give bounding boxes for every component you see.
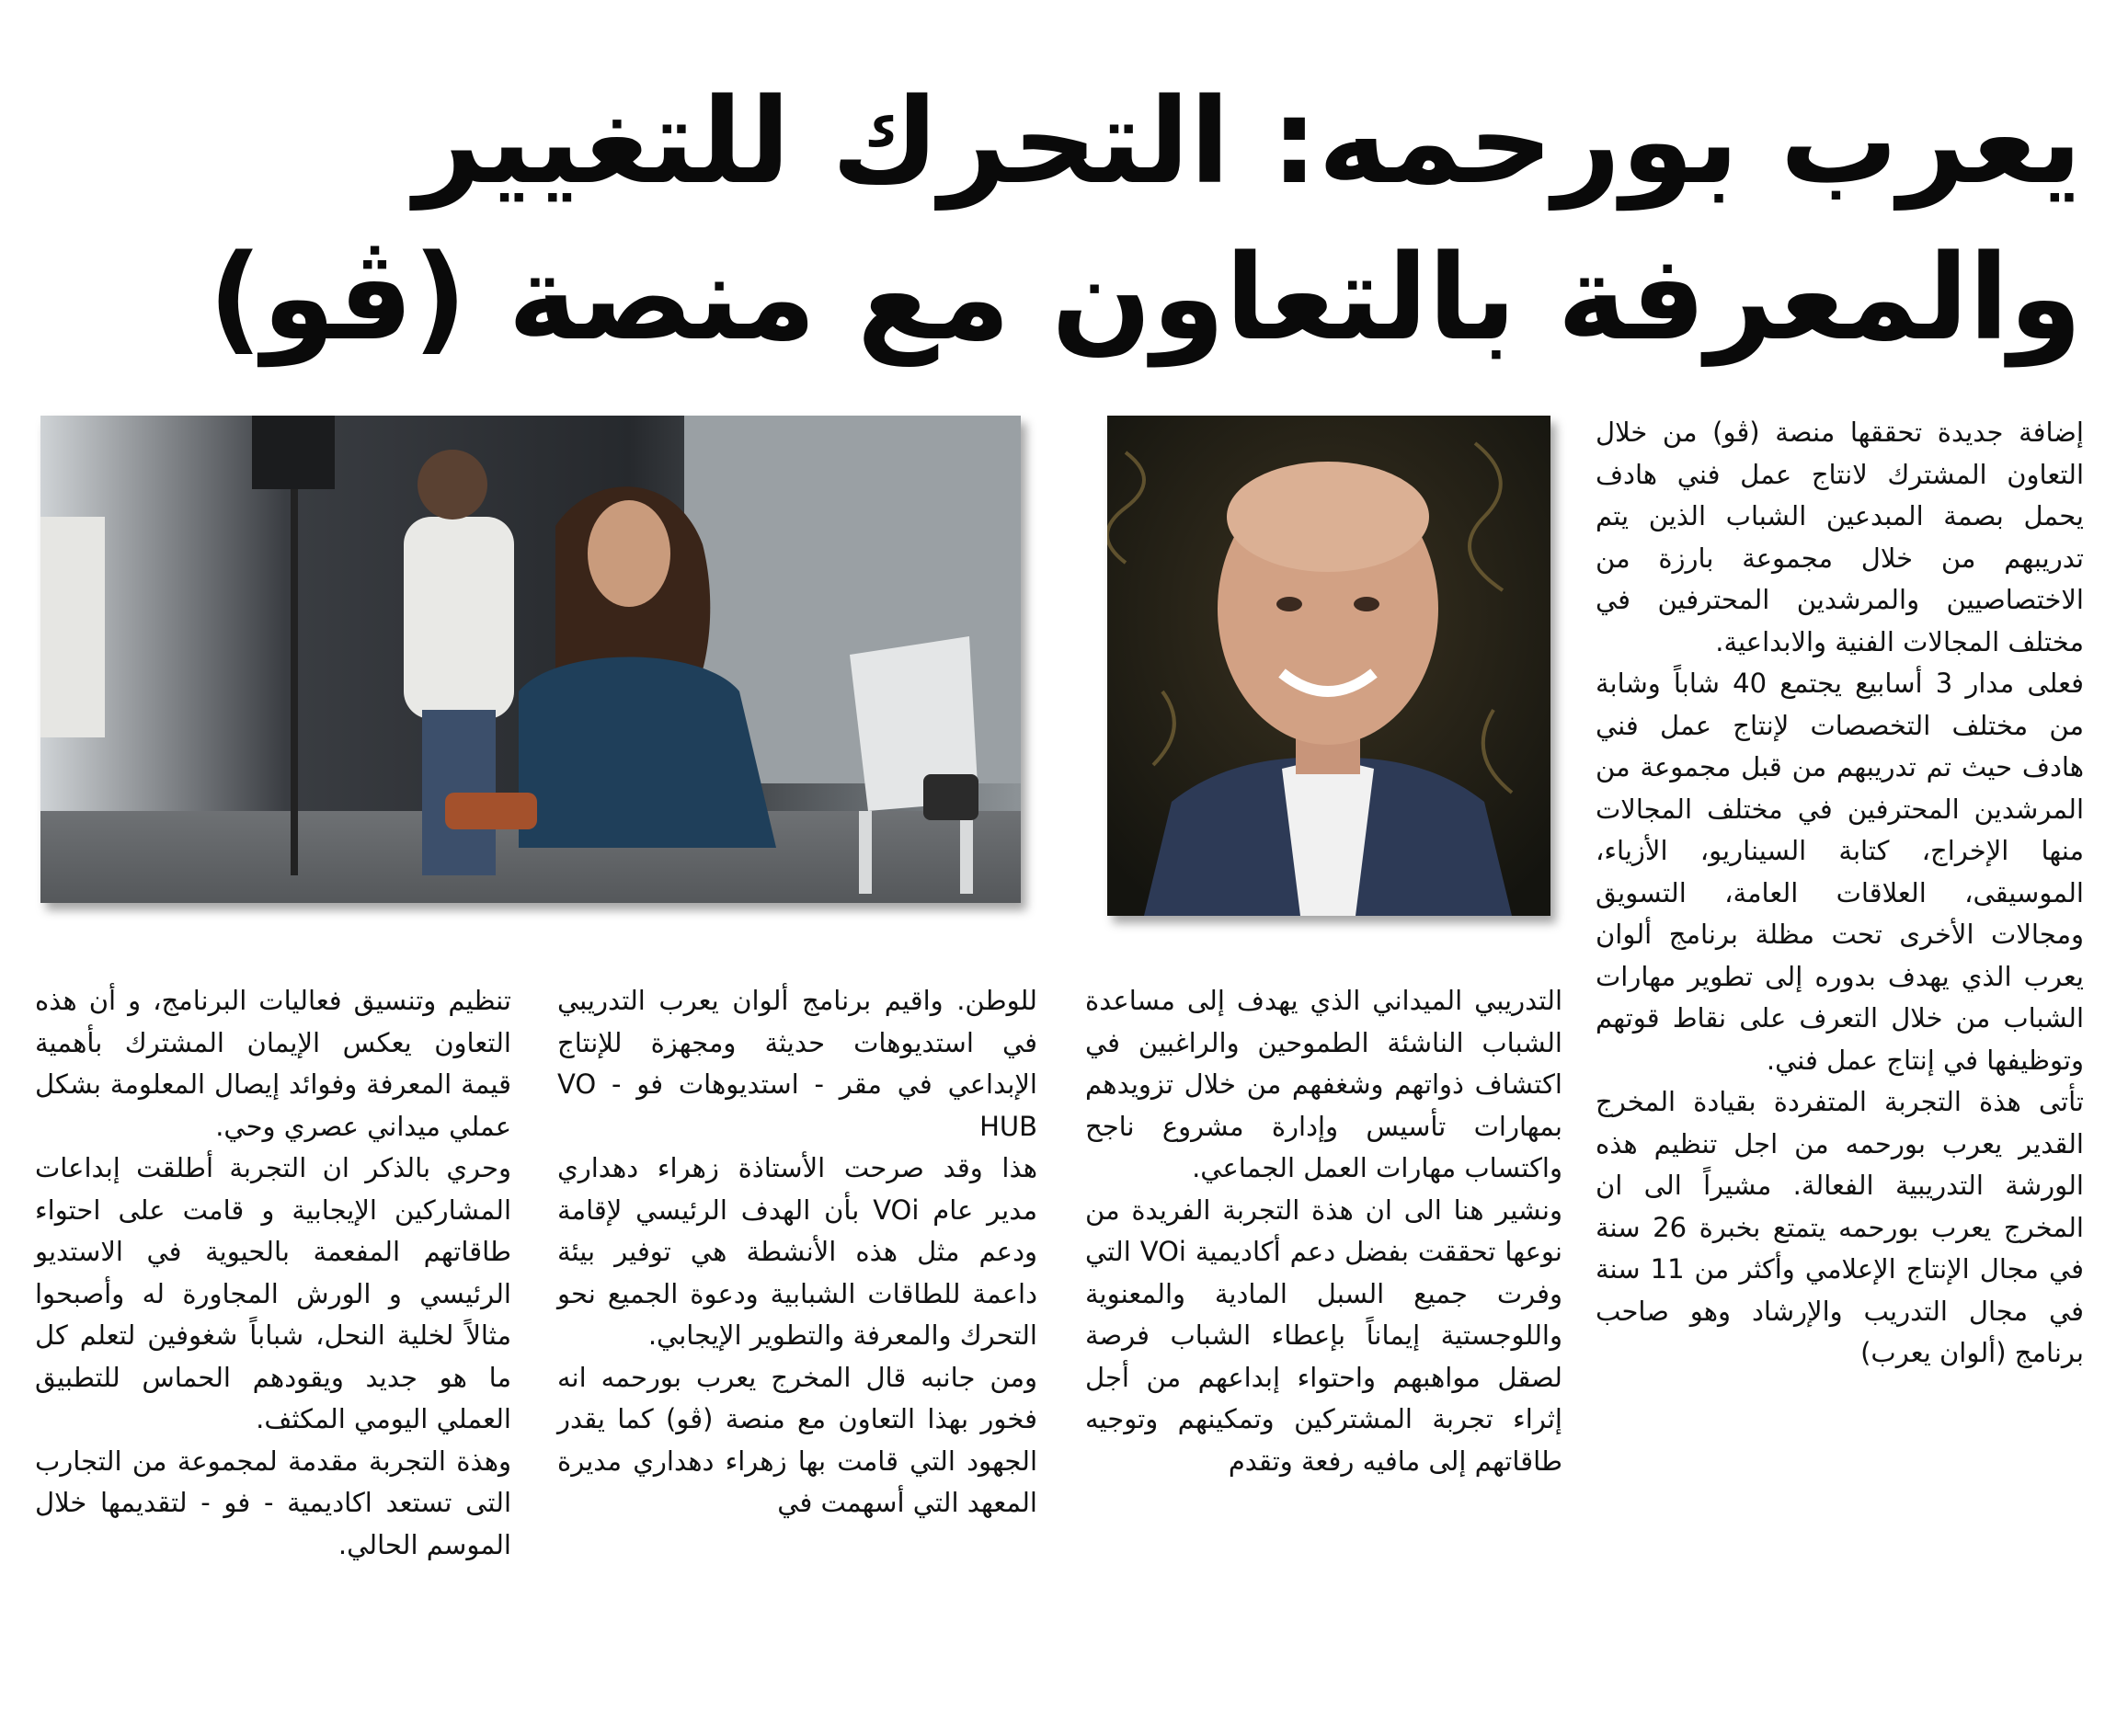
- paragraph: إضافة جديدة تحققها منصة (ڤو) من خلال التعاون المشترك لانتاج عمل فني هادف يحمل بصمة المبدعين الشباب الذين يتم تدريبهم من خلال مجموعة بارزة من الاختصاصيين والمرشدين المحترفين في مختلف المجالات الفنية والابداعية.: [1596, 417, 2084, 657]
- portrait-man-smiling-icon: [1107, 416, 1550, 916]
- paragraph: للوطن. واقيم برنامج ألوان يعرب التدريبي في استديوهات حديثة ومجهزة للإنتاج الإبداعي في مقر - استديوهات فو - VO HUB: [557, 985, 1037, 1142]
- paragraph: تأتى هذة التجربة المتفردة بقيادة المخرج القدير يعرب بورحمه من اجل تنظيم هذه الورشة التدريبية الفعالة. مشيراً الى ان المخرج يعرب بورحمه يتمتع بخبرة 26 سنة في مجال الإنتاج الإعلامي وأكثر من 11 سنة في مجال التدريب والإرشاد وهو صاحب برنامج (ألوان يعرب): [1596, 1086, 2084, 1368]
- article-column-3: [557, 980, 1037, 1525]
- article-column-2: [1085, 980, 1562, 1482]
- paragraph: هذا وقد صرحت الأستاذة زهراء دهداري مدير عام VOi بأن الهدف الرئيسي لإقامة ودعم مثل هذه الأنشطة هي توفير بيئة داعمة للطاقات الشبابية ودعوة الجميع نحو التحرك والمعرفة والتطوير الإيجابي.: [557, 1152, 1038, 1351]
- paragraph: ومن جانبه قال المخرج يعرب بورحمه انه فخور بهذا التعاون مع منصة (ڤو) كما يقدر الجهود التي قامت بها زهراء دهداري مديرة المعهد التي أسهمت في: [557, 1361, 1037, 1518]
- paragraph: فعلى مدار 3 أسابيع يجتمع 40 شاباً وشابة من مختلف التخصصات لإنتاج عمل فني هادف حيث تم تدريبهم من قبل مجموعة من المرشدين المحترفين في مختلف المجالات منها الإخراج، كتابة السيناريو، الأزياء، الموسيقى، العلاقات العامة، التسويق ومجالات الأخرى تحت مظلة برنامج ألوان يعرب الذي يهدف بدوره إلى تطوير مهارات الشباب من خلال التعرف على نقاط قوتهم وتوظيفها في إنتاج عمل فني.: [1596, 668, 2084, 1076]
- article-column-1: [1596, 412, 2084, 1375]
- paragraph: وهذة التجربة مقدمة لمجموعة من التجارب التى تستعد اكاديمية - فو - لتقديمها خلال الموسم الحالي.: [35, 1445, 511, 1560]
- portrait-photo: [1107, 416, 1550, 916]
- paragraph: وحري بالذكر ان التجربة أطلقت إبداعات المشاركين الإيجابية و قامت على احتواء طاقاتهم المفعمة بالحيوية في الاستديو الرئيسي و الورش المجاورة له وأصبحوا مثالاً لخلية النحل، شباباً شغوفين لتعلم كل ما هو جديد ويقودهم الحماس للتطبيق العملي اليومي المكثف.: [35, 1152, 511, 1434]
- photo-woman-at-workshop-icon: [40, 416, 1021, 903]
- workshop-photo: [40, 416, 1021, 903]
- article-headline: يعرب بورحمه: التحرك للتغيير والمعرفة بالتعاون مع منصة (ڤو): [208, 74, 2082, 367]
- article-column-4: [35, 980, 511, 1566]
- paragraph: التدريبي الميداني الذي يهدف إلى مساعدة الشباب الناشئة الطموحين والراغبين في اكتشاف ذواتهم وشغفهم من خلال تزويدهم بمهارات تأسيس وإدارة مشروع ناجح واكتساب مهارات العمل الجماعي.: [1085, 985, 1562, 1183]
- paragraph: تنظيم وتنسيق فعاليات البرنامج، و أن هذه التعاون يعكس الإيمان المشترك بأهمية قيمة المعرفة وفوائد إيصال المعلومة بشكل عملي ميداني عصري وحي.: [35, 985, 511, 1142]
- paragraph: ونشير هنا الى ان هذة التجربة الفريدة من نوعها تحققت بفضل دعم أكاديمية VOi التي وفرت جميع السبل المادية والمعنوية واللوجستية إيماناً بإعطاء الشباب فرصة لصقل مواهبهم واحتواء إبداعهم من أجل إثراء تجربة المشتركين وتمكينهم وتوجيه طاقاتهم إلى مافيه رفعة وتقدم: [1085, 1194, 1562, 1477]
